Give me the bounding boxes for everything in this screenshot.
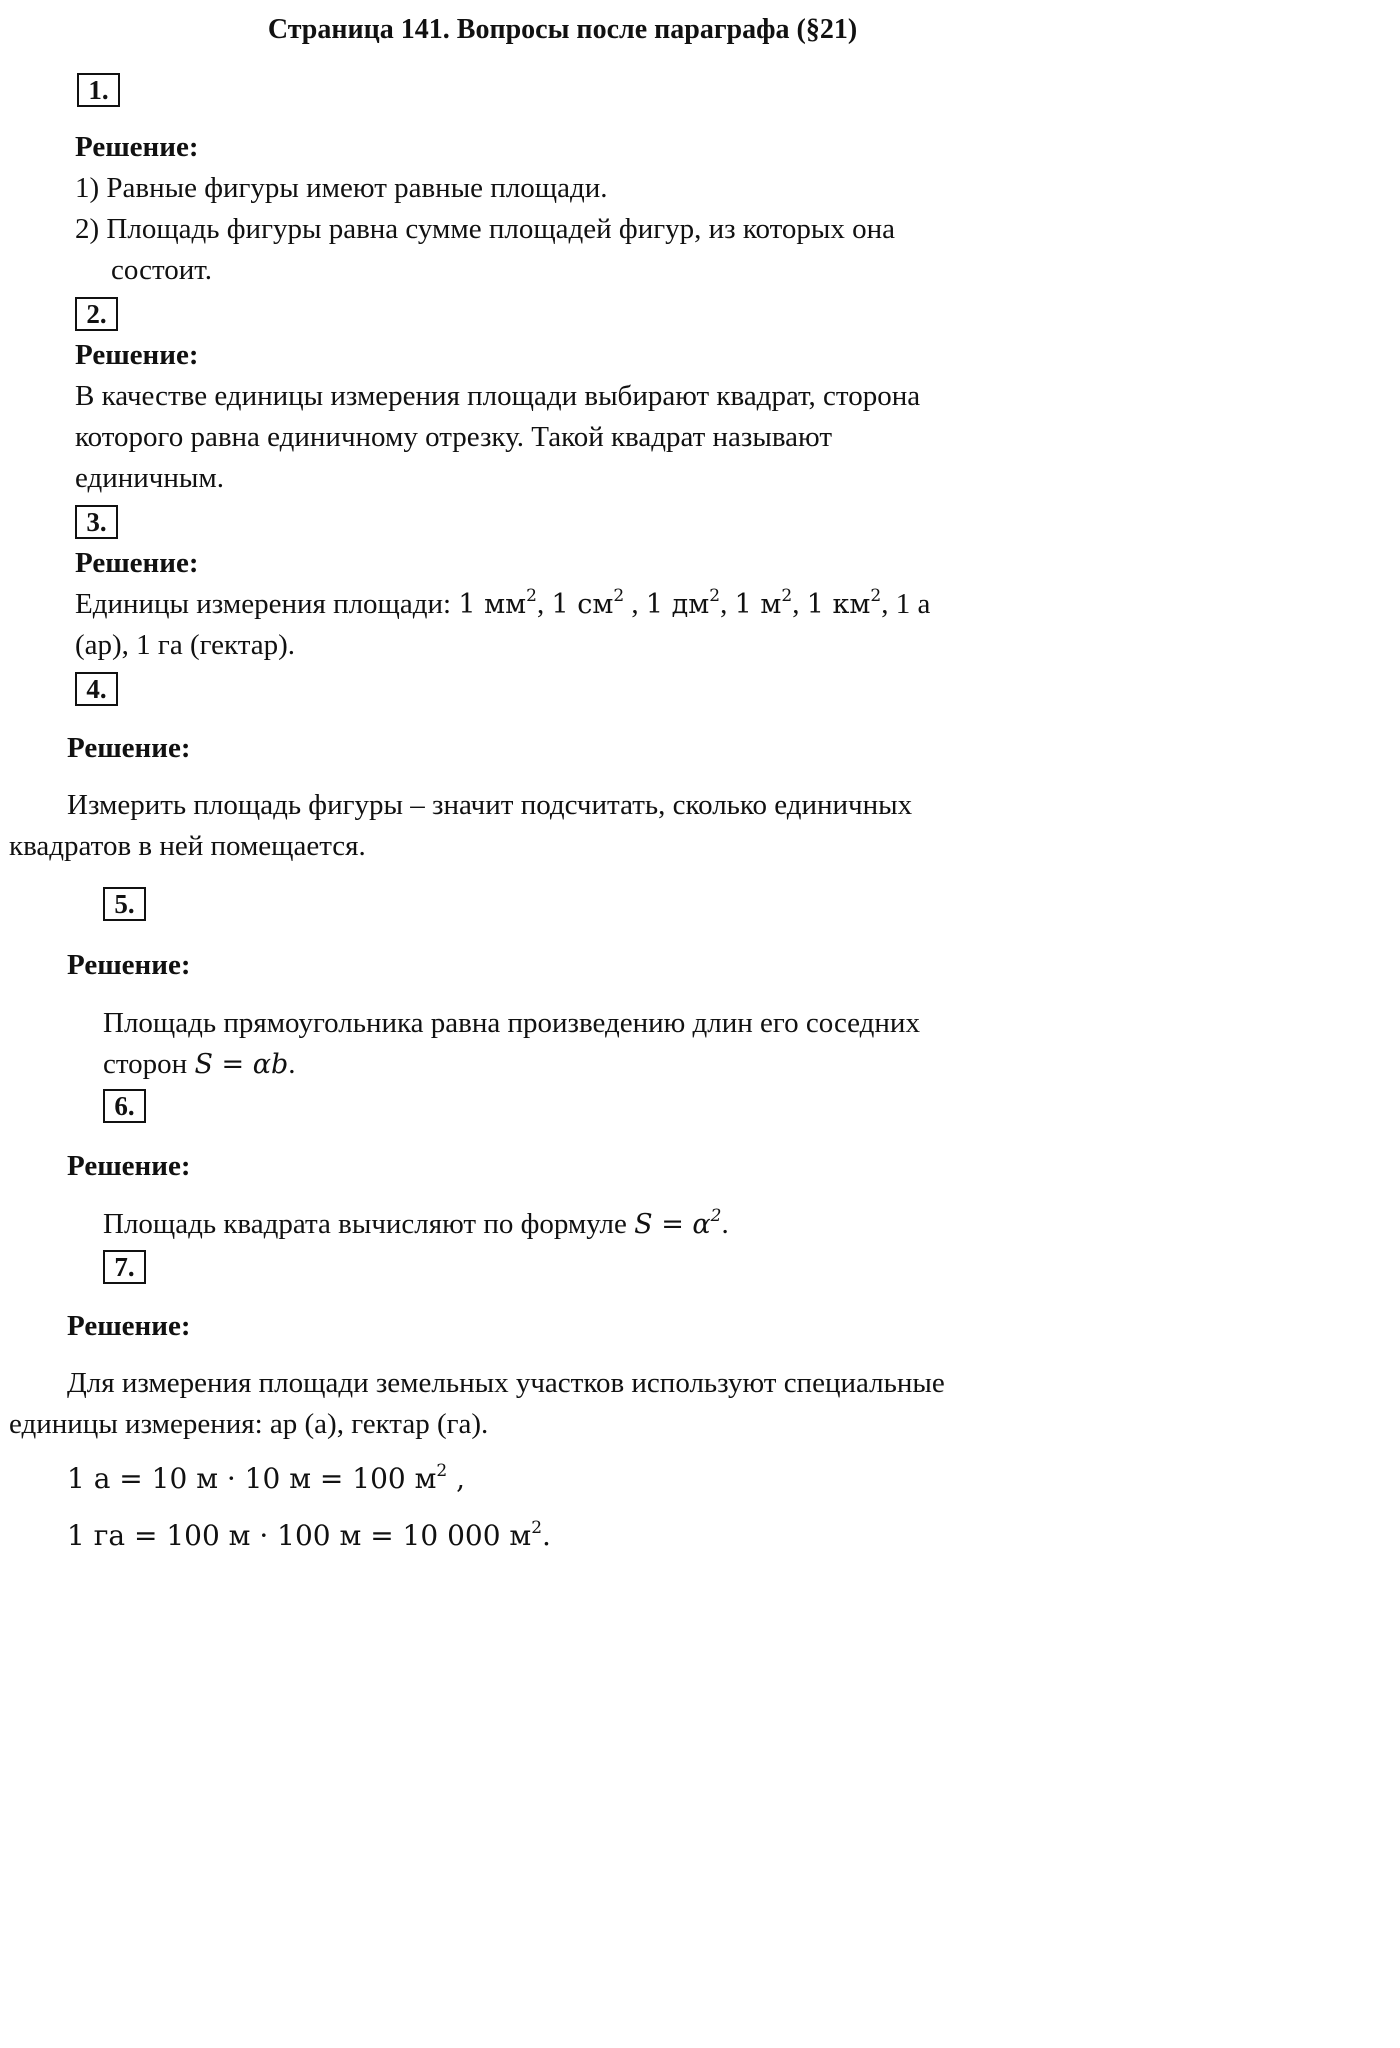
solution-label-5: Решение: [67,949,191,981]
unit-km2: 1 $км^2$ [806,586,882,620]
page-title: Страница 141. Вопросы после параграфа (§21) [267,14,858,45]
answer-4-line-1: Измерить площадь фигуры – значит подсчитать, сколько единичных [67,789,913,821]
answer-5-line-2: сторон S = αb. [103,1048,296,1080]
answer-1-line-1: 1) Равные фигуры имеют равные площади. [75,172,608,204]
unit-m2: 1 $м^2$ [734,586,793,620]
answer-6-line-1: Площадь квадрата вычисляют по формуле $S = \alpha^2$. [103,1206,729,1240]
solution-label-1: Решение: [75,131,199,163]
question-number-4: 4. [75,672,118,706]
question-number-3: 3. [75,505,118,539]
solution-label-7: Решение: [67,1310,191,1342]
question-number-7: 7. [103,1250,146,1284]
formula-rectangle-area: S = αb [194,1049,289,1080]
answer-3-line-2: (ар), 1 га (гектар). [75,629,296,661]
formula-square-area: $S = \alpha^2$ [634,1206,722,1240]
unit-mm2: 1 $мм^2$ [458,586,537,620]
answer-5-line-1: Площадь прямоугольника равна произведению длин его соседних [103,1007,920,1039]
answer-4-line-2: квадратов в ней помещается. [9,830,366,862]
question-number-6: 6. [103,1089,146,1123]
question-number-1: 1. [77,73,120,107]
answer-3-line-1: Единицы измерения площади: 1 $мм^2$, 1 $см^2$ , 1 $дм^2$, 1 $м^2$, 1 $км^2$, 1 а [75,586,931,620]
solution-label-4: Решение: [67,732,191,764]
answer-2-line-1: В качестве единицы измерения площади выбирают квадрат, сторона [75,380,921,412]
question-number-5: 5. [103,887,146,921]
solution-label-2: Решение: [75,339,199,371]
question-number-2: 2. [75,297,118,331]
equation-ar: 1 а = 10 м · 10 м = 100 $м^2$ , [67,1460,466,1495]
solution-label-3: Решение: [75,547,199,579]
answer-1-line-2: 2) Площадь фигуры равна сумме площадей фигур, из которых она [75,213,896,245]
equation-hectare: 1 га = 100 м · 100 м = 10 000 $м^2$. [67,1517,551,1552]
unit-dm2: 1 $дм^2$ [645,586,721,620]
answer-3-prefix: Единицы измерения площади: [75,588,459,620]
answer-7-line-2: единицы измерения: ар (а), гектар (га). [9,1408,489,1440]
answer-1-line-3: состоит. [111,254,213,286]
answer-2-line-2: которого равна единичному отрезку. Такой квадрат называют [75,421,833,453]
unit-cm2: 1 $см^2$ [551,586,625,620]
solution-label-6: Решение: [67,1150,191,1182]
unit-ar: 1 а [895,588,931,620]
answer-2-line-3: единичным. [75,462,224,494]
answer-7-line-1: Для измерения площади земельных участков используют специальные [67,1367,945,1399]
